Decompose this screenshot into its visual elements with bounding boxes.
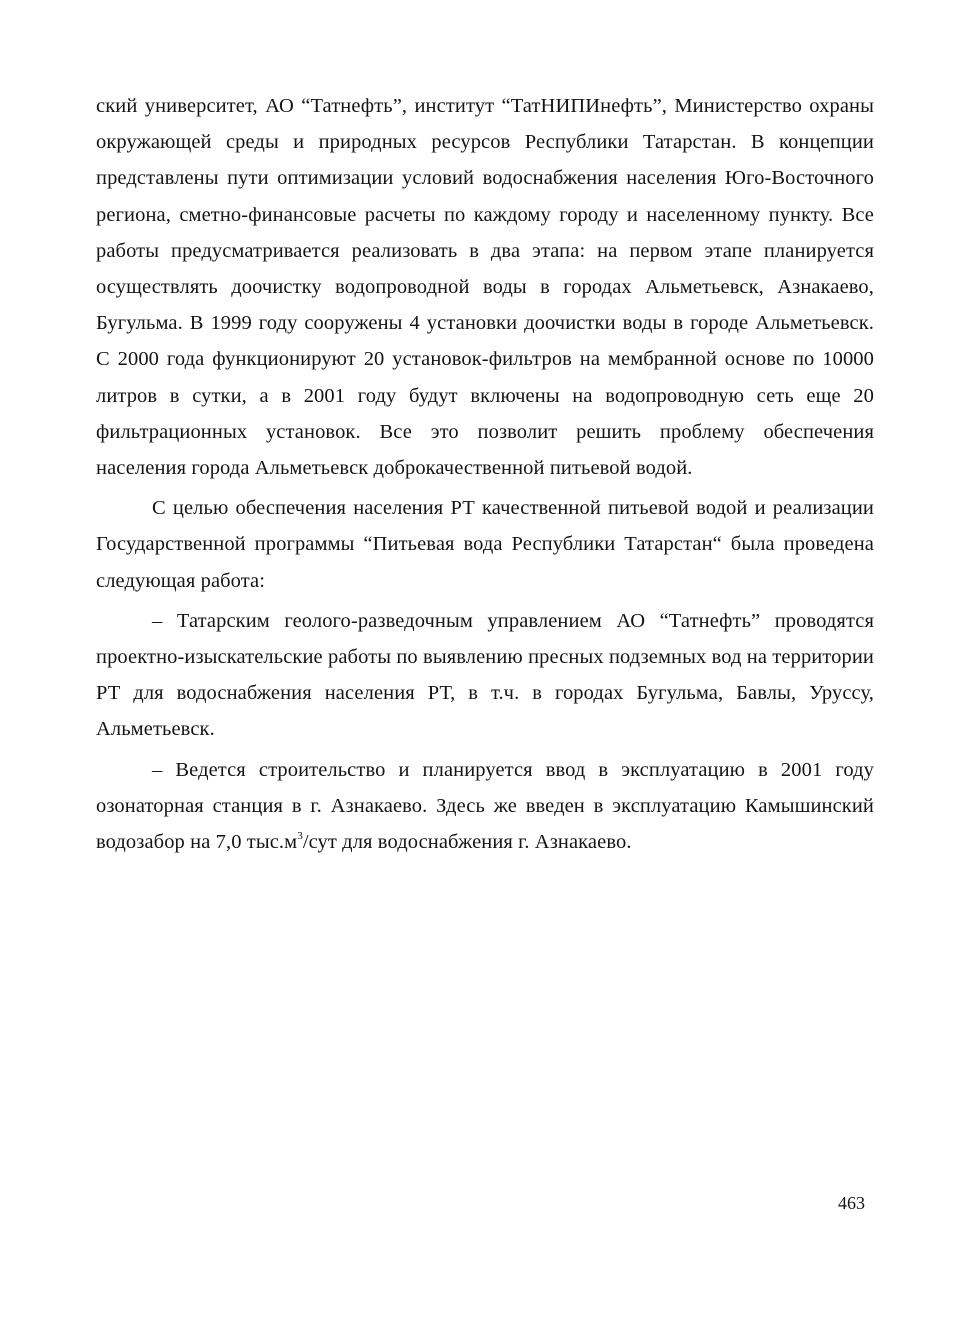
body-text [96, 88, 874, 864]
paragraph-4-text-start: – Ведется строительство и планируется ввод в эксплуатацию в 2001 году озонаторная станция в г. Азнакаево. Здесь же введен в эксплуатацию Камышинский водозабор на 7,0 тыс.м [96, 758, 874, 854]
superscript-cubic: 3 [297, 830, 303, 843]
paragraph-4-text-end: /сут для водоснабжения г. Азнакаево. [302, 831, 632, 854]
page-number: 463 [838, 1193, 865, 1213]
paragraph-3: – Татарским геолого-разведочным управлением АО “Татнефть” проводятся проектно-изыскательские работы по выявлению пресных подземных вод на территории РТ для водоснабжения населения РТ, в т.ч. в городах Бугульма, Бавлы, Уруссу, Альметьевск. [96, 609, 874, 741]
paragraph-4 [96, 752, 874, 861]
paragraph-2: С целью обеспечения населения РТ качественной питьевой водой и реализации Государственной программы “Питьевая вода Республики Татарстан“ была проведена следующая работа: [96, 497, 874, 592]
paragraph-1: ский университет, АО “Татнефть”, институт “ТатНИПИнефть”, Министерство охраны окружающей среды и природных ресурсов Республики Татарстан. В концепции представлены пути оптимизации условий водоснабжения населения Юго-Восточного региона, сметно-финансовые расчеты по каждому городу и населенному пункту. Все работы предусматривается реализовать в два этапа: на первом этапе планируется осуществлять доочистку водопроводной воды в городах Альметьевск, Азнакаево, Бугульма. В 1999 году сооружены 4 установки доочистки воды в городе Альметьевск. С 2000 года функционируют 20 установок-фильтров на мембранной основе по 10000 литров в сутки, а в 2001 году будут включены на водопроводную сеть еще 20 фильтрационных установок. Все это позволит решить проблему обеспечения населения города Альметьевск доброкачественной питьевой водой. [96, 95, 874, 480]
